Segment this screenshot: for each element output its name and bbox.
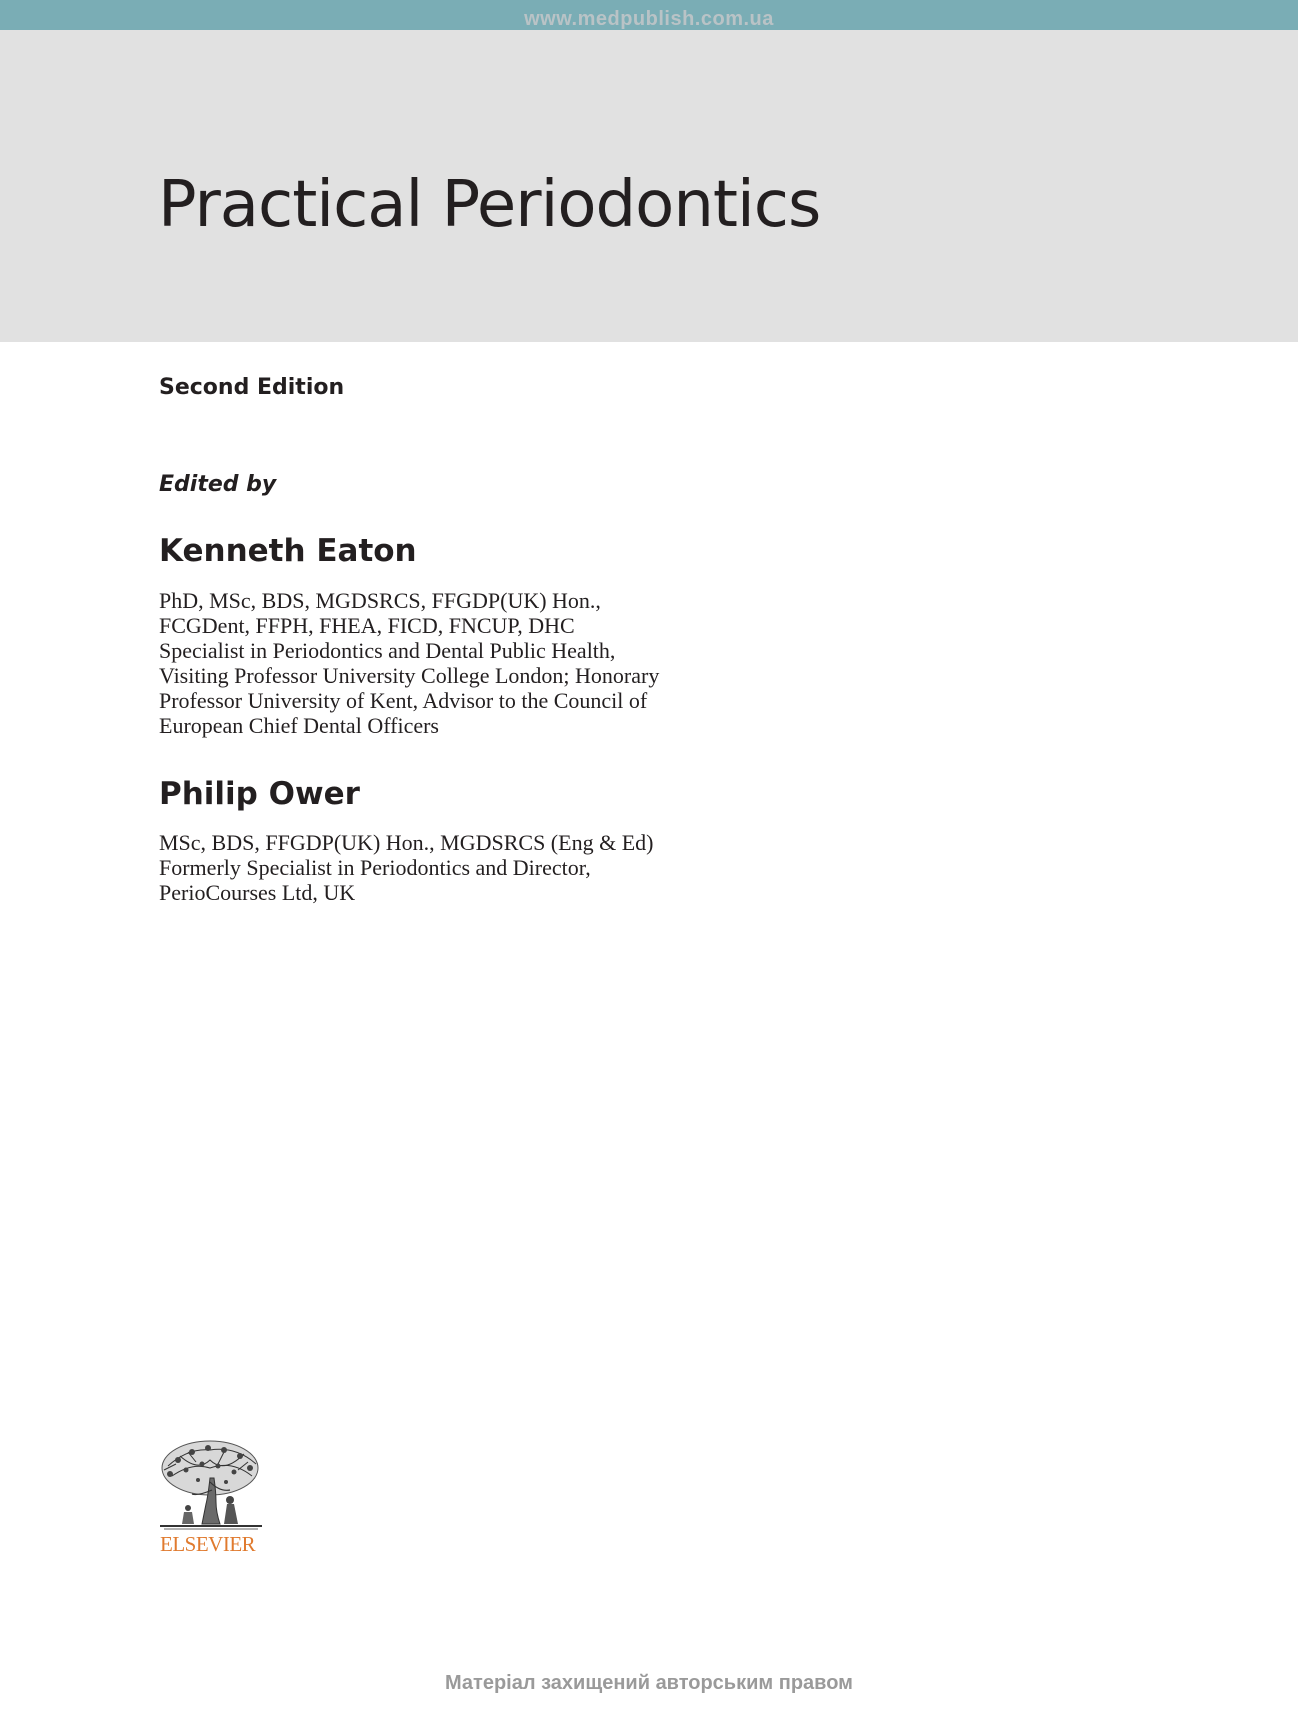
credentials-line: Formerly Specialist in Periodontics and Director, <box>159 855 591 880</box>
watermark-url: www.medpublish.com.ua <box>524 8 774 30</box>
editor-credentials <box>159 830 653 905</box>
editor-name: Kenneth Eaton <box>159 533 417 569</box>
credentials-line: PhD, MSc, BDS, MGDSRCS, FFGDP(UK) Hon., <box>159 588 601 613</box>
edition-label: Second Edition <box>159 375 345 400</box>
credentials-line: Visiting Professor University College London; Honorary <box>159 663 660 688</box>
edited-by-label: Edited by <box>159 472 277 497</box>
credentials-line: MSc, BDS, FFGDP(UK) Hon., MGDSRCS (Eng & Ed) <box>159 830 654 855</box>
book-title: Practical Periodontics <box>158 168 821 242</box>
publisher-name: ELSEVIER <box>160 1532 256 1556</box>
credentials-line: Professor University of Kent, Advisor to the Council of <box>159 688 648 713</box>
credentials-line: PerioCourses Ltd, UK <box>159 880 356 905</box>
copyright-notice: Матеріал захищений авторським правом <box>445 1672 853 1694</box>
credentials-line: FCGDent, FFPH, FHEA, FICD, FNCUP, DHC <box>159 613 575 638</box>
credentials-line: Specialist in Periodontics and Dental Public Health, <box>159 638 616 663</box>
editor-credentials <box>159 588 659 738</box>
editor-name: Philip Ower <box>159 776 360 812</box>
credentials-line: European Chief Dental Officers <box>159 713 439 738</box>
